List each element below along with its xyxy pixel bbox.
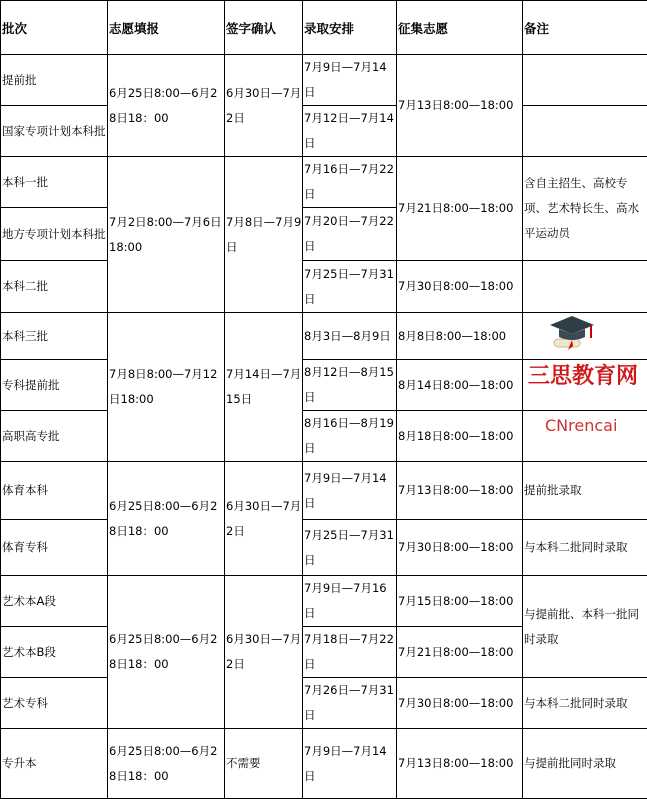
note-cell: 与提前批、本科一批同时录取 bbox=[523, 576, 647, 678]
table-row bbox=[1, 678, 647, 729]
batch-cell: 体育专科 bbox=[1, 520, 108, 576]
collect-period-cell: 7月13日8:00—18:00 bbox=[397, 462, 523, 520]
admission-period-cell: 7月9日—7月16日 bbox=[303, 576, 397, 627]
watermark-logo bbox=[548, 313, 628, 351]
admission-period-cell: 7月26日—7月31日 bbox=[303, 678, 397, 729]
batch-cell: 地方专项计划本科批 bbox=[1, 208, 108, 261]
admission-period-cell: 7月25日—7月31日 bbox=[303, 520, 397, 576]
admission-period-cell: 7月18日—7月22日 bbox=[303, 627, 397, 678]
note-cell: 提前批录取 bbox=[523, 462, 647, 520]
collect-period-cell: 7月30日8:00—18:00 bbox=[397, 261, 523, 313]
table-row bbox=[1, 462, 647, 520]
admission-period-cell: 7月20日—7月22日 bbox=[303, 208, 397, 261]
note-cell: 与本科二批同时录取 bbox=[523, 520, 647, 576]
sign-confirm-cell: 7月14日—7月15日 bbox=[225, 313, 303, 462]
sign-confirm-cell: 6月30日—7月2日 bbox=[225, 462, 303, 576]
batch-cell: 本科一批 bbox=[1, 157, 108, 208]
note-cell: 与本科二批同时录取 bbox=[523, 678, 647, 729]
batch-cell: 本科二批 bbox=[1, 261, 108, 313]
header-admit: 录取安排 bbox=[303, 1, 397, 55]
collect-period-cell: 7月30日8:00—18:00 bbox=[397, 520, 523, 576]
collect-period-cell: 7月21日8:00—18:00 bbox=[397, 627, 523, 678]
batch-cell: 艺术本B段 bbox=[1, 627, 108, 678]
header-note: 备注 bbox=[523, 1, 647, 55]
header-fill: 志愿填报 bbox=[108, 1, 225, 55]
batch-cell: 专升本 bbox=[1, 729, 108, 799]
table-row bbox=[1, 261, 647, 313]
sign-confirm-cell: 不需要 bbox=[225, 729, 303, 799]
fill-period-cell: 7月8日8:00—7月12日18:00 bbox=[108, 313, 225, 462]
sign-confirm-cell: 6月30日—7月2日 bbox=[225, 55, 303, 157]
admission-period-cell: 7月9日—7月14日 bbox=[303, 55, 397, 106]
note-cell: 含自主招生、高校专项、艺术特长生、高水平运动员 bbox=[523, 157, 647, 261]
collect-period-cell: 7月30日8:00—18:00 bbox=[397, 678, 523, 729]
collect-period-cell: 7月13日8:00—18:00 bbox=[397, 729, 523, 799]
watermark-subtitle: CNrencai bbox=[545, 416, 617, 436]
fill-period-cell: 6月25日8:00—6月28日18：00 bbox=[108, 576, 225, 729]
batch-cell: 专科提前批 bbox=[1, 360, 108, 411]
table-row bbox=[1, 157, 647, 208]
header-sign: 签字确认 bbox=[225, 1, 303, 55]
collect-period-cell: 7月21日8:00—18:00 bbox=[397, 157, 523, 261]
sign-confirm-cell: 7月8日—7月9日 bbox=[225, 157, 303, 313]
note-cell: 与提前批同时录取 bbox=[523, 729, 647, 799]
sign-confirm-cell: 6月30日—7月2日 bbox=[225, 576, 303, 729]
note-cell bbox=[523, 106, 647, 157]
collect-period-cell: 8月14日8:00—18:00 bbox=[397, 360, 523, 411]
header-collect: 征集志愿 bbox=[397, 1, 523, 55]
batch-cell: 艺术本A段 bbox=[1, 576, 108, 627]
batch-cell: 提前批 bbox=[1, 55, 108, 106]
fill-period-cell: 7月2日8:00—7月6日18:00 bbox=[108, 157, 225, 313]
admission-period-cell: 8月16日—8月19日 bbox=[303, 411, 397, 462]
admission-period-cell: 7月9日—7月14日 bbox=[303, 729, 397, 799]
fill-period-cell: 6月25日8:00—6月28日18：00 bbox=[108, 55, 225, 157]
collect-period-cell: 7月15日8:00—18:00 bbox=[397, 576, 523, 627]
admission-period-cell: 7月12日—7月14日 bbox=[303, 106, 397, 157]
batch-cell: 艺术专科 bbox=[1, 678, 108, 729]
admission-period-cell: 7月25日—7月31日 bbox=[303, 261, 397, 313]
graduation-cap-icon bbox=[548, 313, 628, 351]
fill-period-cell: 6月25日8:00—6月28日18：00 bbox=[108, 729, 225, 799]
table-row bbox=[1, 520, 647, 576]
table-row bbox=[1, 55, 647, 106]
batch-cell: 高职高专批 bbox=[1, 411, 108, 462]
collect-period-cell: 8月18日8:00—18:00 bbox=[397, 411, 523, 462]
collect-period-cell: 7月13日8:00—18:00 bbox=[397, 55, 523, 157]
batch-cell: 国家专项计划本科批 bbox=[1, 106, 108, 157]
table-row bbox=[1, 106, 647, 157]
watermark-title: 三思教育网 bbox=[528, 364, 644, 390]
header-row bbox=[1, 1, 647, 55]
admission-period-cell: 8月3日—8月9日 bbox=[303, 313, 397, 360]
collect-period-cell: 8月8日8:00—18:00 bbox=[397, 313, 523, 360]
header-batch: 批次 bbox=[1, 1, 108, 55]
table-row bbox=[1, 576, 647, 627]
note-cell bbox=[523, 261, 647, 313]
batch-cell: 体育本科 bbox=[1, 462, 108, 520]
admission-period-cell: 7月16日—7月22日 bbox=[303, 157, 397, 208]
fill-period-cell: 6月25日8:00—6月28日18：00 bbox=[108, 462, 225, 576]
table-row bbox=[1, 729, 647, 799]
admission-period-cell: 7月9日—7月14日 bbox=[303, 462, 397, 520]
batch-cell: 本科三批 bbox=[1, 313, 108, 360]
note-cell bbox=[523, 55, 647, 106]
admission-period-cell: 8月12日—8月15日 bbox=[303, 360, 397, 411]
